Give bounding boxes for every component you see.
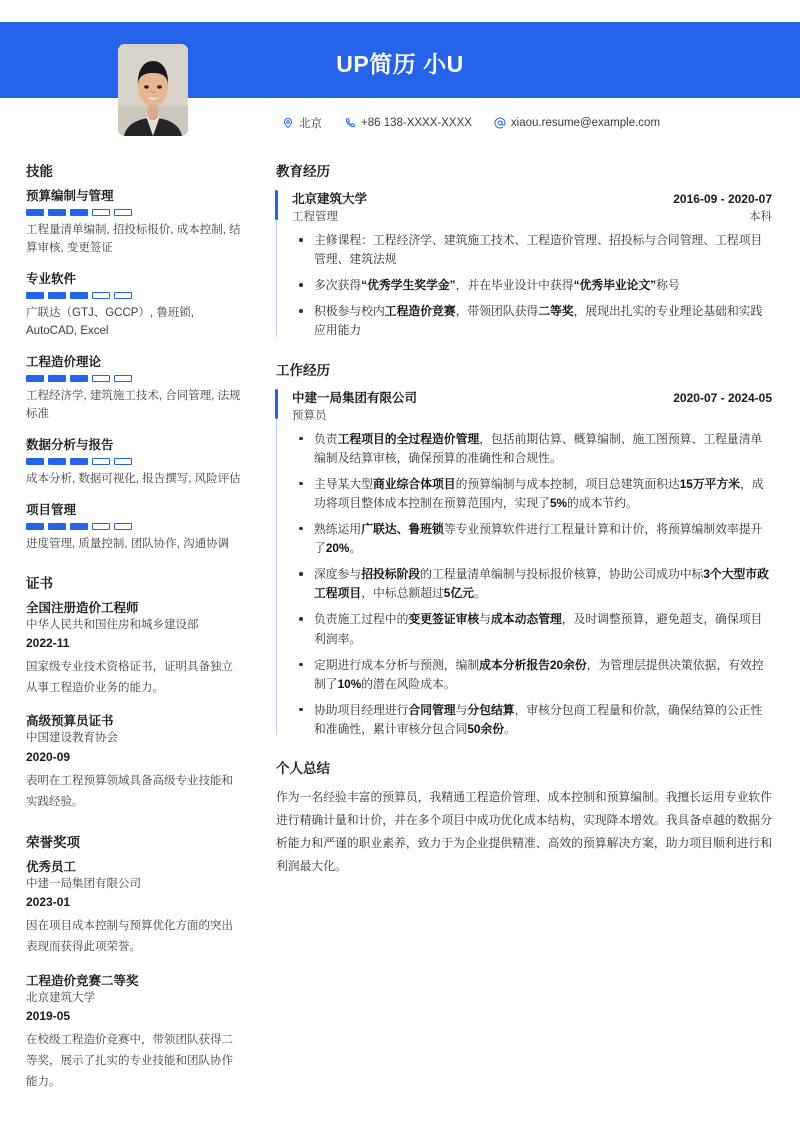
work-bullet: 负责施工过程中的变更签证审核与成本动态管理，及时调整预算，避免超支，确保项目利润率。 (292, 610, 772, 648)
skill-description: 进度管理, 质量控制, 团队协作, 沟通协调 (26, 537, 230, 550)
summary-text: 作为一名经验丰富的预算员，我精通工程造价管理、成本控制和预算编制。我擅长运用专业软件进行精确计量和计价，并在多个项目中成功优化成本结构，实现降本增效。我具备卓越的数据分析能力和严谨的职业素养，致力于为企业提供精准、高效的预算解决方案，助力项目顺利进行和利润最大化。 (276, 790, 772, 874)
education-bullet: 主修课程：工程经济学、建筑施工技术、工程造价管理、招投标与合同管理、工程项目管理、建筑法规 (292, 231, 772, 269)
education-degree: 本科 (749, 211, 772, 223)
education-entry-top (292, 189, 772, 207)
certs-description: 国家级专业技术资格证书，证明具备独立从事工程造价业务的能力。 (26, 660, 233, 695)
skill-description: 工程经济学, 建筑施工技术, 合同管理, 法规标准 (26, 390, 241, 420)
contact-phone (344, 117, 472, 129)
honors-description: 因在项目成本控制与预算优化方面的突出表现而获得此项荣誉。 (26, 920, 233, 954)
skill-level-segment (114, 458, 132, 465)
skill-level-segment (92, 523, 110, 530)
sidebar (0, 160, 268, 1112)
at-sign-icon (494, 117, 506, 129)
skill-level-segment (70, 209, 88, 216)
page-title: UP简历 小U (336, 51, 464, 77)
skills-section (26, 160, 242, 554)
skill-level-bar (26, 292, 242, 299)
certs-heading: 证书 (26, 575, 53, 591)
education-school: 北京建筑大学 (292, 192, 368, 206)
work-bullet: 熟练运用广联达、鲁班锁等专业预算软件进行工程量计算和计价，将预算编制效率提升了20%。 (292, 520, 772, 558)
main-column (268, 160, 800, 896)
skill-level-bar (26, 375, 242, 382)
skill-level-segment (114, 209, 132, 216)
education-major: 工程管理 (292, 211, 338, 223)
certs-item (26, 713, 242, 813)
skill-name: 专业软件 (26, 271, 77, 286)
skill-level-segment (26, 458, 44, 465)
certs-org: 中国建设教育协会 (26, 732, 118, 745)
skill-level-segment (48, 458, 66, 465)
education-section (276, 160, 772, 341)
work-bullet: 定期进行成本分析与预测，编制成本分析报告20余份，为管理层提供决策依据，有效控制了10%的潜在风险成本。 (292, 656, 772, 694)
honors-org: 北京建筑大学 (26, 991, 95, 1004)
honors-item (26, 859, 242, 959)
work-bullet: 主导某大型商业综合体项目的预算编制与成本控制，项目总建筑面积达15万平方米，成功将项目整体成本控制在预算范围内，实现了5%的成本节约。 (292, 475, 772, 513)
skill-level-segment (70, 375, 88, 382)
work-bullet: 负责工程项目的全过程造价管理，包括前期估算、概算编制、施工图预算、工程量清单编制及结算审核，确保预算的准确性和合规性。 (292, 430, 772, 468)
skills-heading: 技能 (26, 164, 53, 179)
honors-org: 中建一局集团有限公司 (26, 877, 141, 890)
work-entry (276, 388, 772, 740)
skill-level-segment (92, 458, 110, 465)
skill-level-segment (48, 375, 66, 382)
portrait-photo-icon (118, 44, 188, 136)
honors-description: 在校级工程造价竞赛中，带领团队获得二等奖，展示了扎实的专业技能和团队协作能力。 (26, 1033, 233, 1089)
certs-section (26, 572, 242, 813)
education-heading: 教育经历 (276, 164, 330, 179)
skill-item (26, 502, 242, 554)
skill-level-segment (92, 292, 110, 299)
contact-email (494, 117, 660, 129)
skill-level-segment (70, 523, 88, 530)
work-entry-sub (292, 407, 772, 423)
summary-section (276, 757, 772, 878)
skill-level-bar (26, 209, 242, 216)
education-date: 2016-09 - 2020-07 (673, 192, 772, 206)
skill-level-segment (26, 209, 44, 216)
contact-phone-text: +86 138-XXXX-XXXX (361, 117, 472, 129)
phone-icon (344, 117, 356, 129)
skill-description: 成本分析, 数据可视化, 报告撰写, 风险评估 (26, 472, 241, 485)
skill-level-segment (48, 209, 66, 216)
skill-level-segment (26, 375, 44, 382)
honors-date: 2023-01 (26, 895, 71, 910)
certs-title: 高级预算员证书 (26, 714, 114, 729)
contact-email-text: xiaou.resume@example.com (510, 117, 661, 129)
honors-date: 2019-05 (26, 1008, 71, 1023)
education-bullet: 多次获得“优秀学生奖学金”，并在毕业设计中获得“优秀毕业论文”称号 (292, 276, 772, 295)
honors-title: 优秀员工 (26, 860, 77, 875)
skill-item (26, 188, 242, 258)
work-bullet: 深度参与招投标阶段的工程量清单编制与投标报价核算，协助公司成功中标3个大型市政工程项目，中标总额超过5亿元。 (292, 565, 772, 603)
summary-heading: 个人总结 (276, 761, 330, 777)
skill-level-segment (114, 523, 132, 530)
skill-level-bar (26, 523, 242, 530)
work-heading: 工作经历 (276, 362, 330, 378)
resume-body (0, 160, 800, 1112)
skill-level-segment (114, 292, 132, 299)
skill-level-segment (48, 523, 66, 530)
skill-item (26, 437, 242, 489)
honors-heading: 荣誉奖项 (26, 835, 80, 851)
certs-title: 全国注册造价工程师 (26, 600, 139, 615)
honors-section (26, 831, 242, 1094)
skill-name: 工程造价理论 (26, 354, 102, 369)
skill-level-segment (70, 458, 88, 465)
work-bullet: 协助项目经理进行合同管理与分包结算，审核分包商工程量和价款，确保结算的公正性和准确性，累计审核分包合同50余份。 (292, 701, 772, 739)
skill-level-segment (114, 375, 132, 382)
certs-description: 表明在工程预算领域具备高级专业技能和实践经验。 (26, 774, 233, 808)
certs-date: 2020-09 (26, 749, 71, 764)
work-section (276, 359, 772, 740)
skill-description: 工程量清单编制, 招投标报价, 成本控制, 结算审核, 变更签证 (26, 224, 241, 255)
certs-item (26, 600, 242, 700)
skill-level-segment (48, 292, 66, 299)
work-company: 中建一局集团有限公司 (292, 390, 418, 405)
skill-level-segment (26, 292, 44, 299)
honors-title: 工程造价竞赛二等奖 (26, 973, 139, 988)
location-pin-icon (282, 117, 294, 129)
certs-date: 2022-11 (26, 635, 70, 650)
certs-list (26, 600, 242, 813)
skills-list (26, 188, 242, 554)
education-entry-sub (292, 208, 772, 224)
skill-level-segment (26, 523, 44, 530)
work-bullets (292, 430, 772, 740)
work-entry-top (292, 388, 772, 406)
education-bullet: 积极参与校内工程造价竞赛，带领团队获得二等奖，展现出扎实的专业理论基础和实践应用能力 (292, 302, 772, 340)
skill-level-segment (92, 375, 110, 382)
work-date: 2020-07 - 2024-05 (673, 390, 772, 405)
honors-item (26, 973, 242, 1094)
skill-name: 项目管理 (26, 502, 77, 517)
education-entry (276, 189, 772, 341)
skill-name: 数据分析与报告 (26, 437, 114, 452)
contact-location (282, 115, 322, 131)
avatar (118, 44, 188, 136)
certs-org: 中华人民共和国住房和城乡建设部 (26, 618, 199, 631)
skill-item (26, 271, 242, 341)
education-bullets (292, 231, 772, 341)
skill-level-segment (70, 292, 88, 299)
skill-description: 广联达（GTJ、GCCP）, 鲁班锁, AutoCAD, Excel (26, 307, 195, 337)
contact-row (282, 115, 660, 131)
skill-item (26, 354, 242, 424)
work-role: 预算员 (292, 409, 327, 422)
honors-list (26, 859, 242, 1094)
skill-name: 预算编制与管理 (26, 189, 114, 203)
contact-location-text: 北京 (299, 118, 322, 130)
skill-level-bar (26, 458, 242, 465)
skill-level-segment (92, 209, 110, 216)
